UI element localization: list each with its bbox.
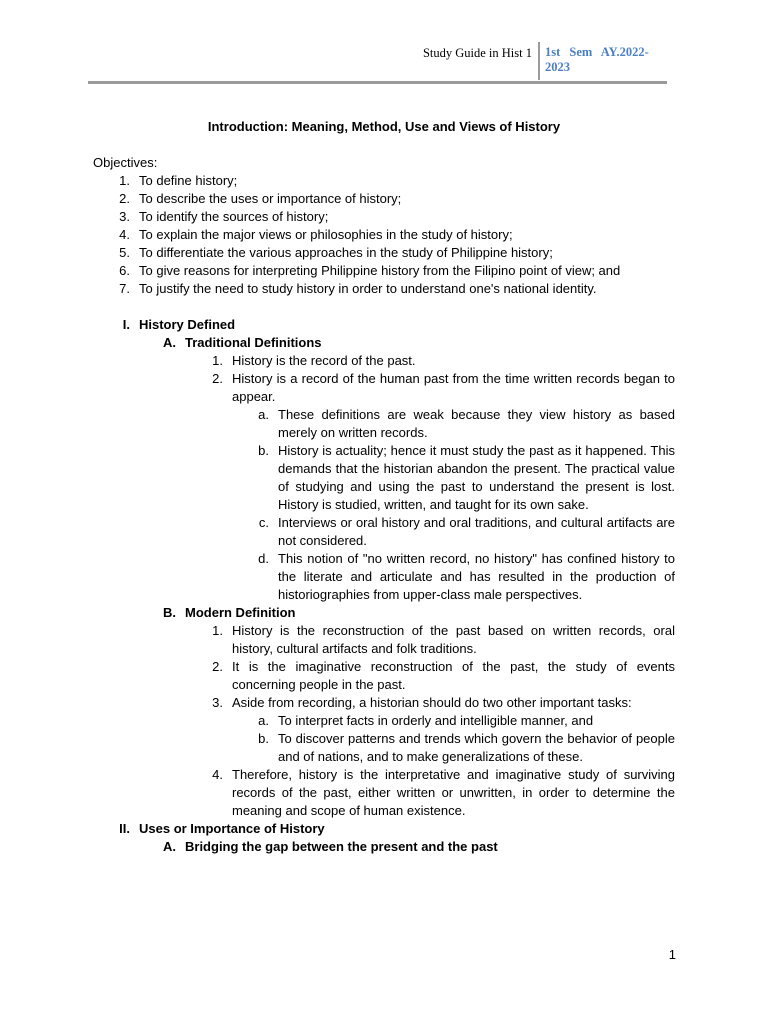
header-rule — [88, 81, 667, 84]
course-label: Study Guide in Hist 1 — [422, 46, 532, 60]
list-item: a. These definitions are weak because they view history as based merely on written records. — [258, 407, 675, 440]
objectives-list — [93, 172, 675, 298]
list-item: 1. To define history; — [119, 173, 238, 188]
list-item: b. To discover patterns and trends which govern the behavior of people and of nations, and to make generalizations of these. — [258, 731, 675, 764]
list-item: 4. Therefore, history is the interpretative and imaginative study of surviving records of the past, either written or unwritten, in order to determine the meaning and scope of human existence. — [212, 767, 675, 818]
list-item: 2. It is the imaginative reconstruction of the past, the study of events concerning people in the past. — [212, 659, 675, 692]
page-number: 1 — [668, 947, 676, 962]
list-item: 2. To describe the uses or importance of history; — [119, 191, 402, 206]
section-history-defined — [93, 316, 675, 334]
section-uses-of-history — [93, 820, 675, 838]
list-item: a. To interpret facts in orderly and intelligible manner, and — [258, 713, 594, 728]
section-heading: II. Uses or Importance of History — [119, 821, 325, 836]
traditional-subitems — [93, 406, 675, 604]
subsection-modern-definition — [93, 604, 675, 622]
header-divider — [538, 42, 540, 80]
subsection-heading: B. Modern Definition — [163, 605, 296, 620]
subsection-heading: A. Traditional Definitions — [163, 335, 322, 350]
list-item: 5. To differentiate the various approaches in the study of Philippine history; — [119, 245, 553, 260]
modern-items — [93, 622, 675, 712]
list-item: 3. To identify the sources of history; — [119, 209, 329, 224]
list-item: 3. Aside from recording, a historian should do two other important tasks: — [212, 695, 632, 710]
subsection-traditional-definitions — [93, 334, 675, 352]
list-item: b. History is actuality; hence it must study the past as it happened. This demands that the historian abandon the present. The practical value of studying and using the past to understand the present is lost. History is studied, written, and taught for its own sake. — [258, 443, 675, 512]
subsection-heading: A. Bridging the gap between the present and the past — [163, 839, 498, 854]
section-heading: I. History Defined — [122, 317, 236, 332]
semester-label: 1st Sem AY.2022-2023 — [545, 45, 649, 74]
list-item: 7. To justify the need to study history in order to understand one's national identity. — [119, 281, 597, 296]
subsection-bridging-gap — [93, 838, 675, 856]
traditional-items — [93, 352, 675, 406]
list-item: 6. To give reasons for interpreting Philippine history from the Filipino point of view; and — [119, 263, 621, 278]
page-title: Introduction: Meaning, Method, Use and Views of History — [207, 119, 561, 134]
list-item: 1. History is the record of the past. — [212, 353, 416, 368]
list-item: d. This notion of "no written record, no history" has confined history to the literate and articulate and has resulted in the production of historiographies from upper-class male perspectives. — [258, 551, 675, 602]
modern-items-continued — [93, 766, 675, 820]
objectives-label: Objectives: — [93, 155, 158, 170]
document-body — [93, 118, 675, 856]
list-item: c. Interviews or oral history and oral traditions, and cultural artifacts are not considered. — [258, 515, 675, 548]
list-item: 1. History is the reconstruction of the past based on written records, oral history, cultural artifacts and folk traditions. — [212, 623, 675, 656]
list-item: 2. History is a record of the human past from the time written records began to appear. — [212, 371, 675, 404]
modern-subitems — [93, 712, 675, 766]
list-item: 4. To explain the major views or philosophies in the study of history; — [119, 227, 513, 242]
